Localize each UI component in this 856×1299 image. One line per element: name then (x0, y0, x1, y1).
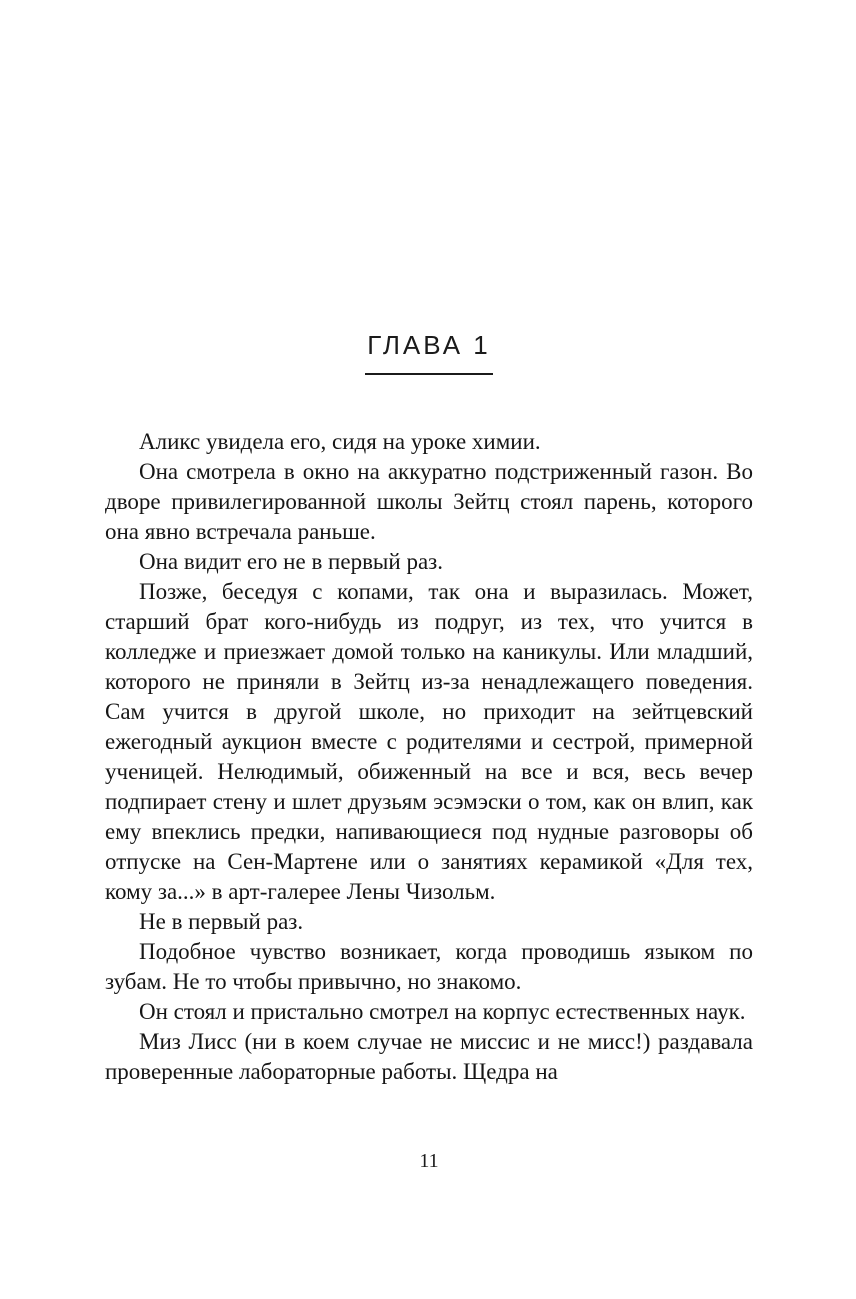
chapter-heading (105, 330, 753, 375)
chapter-title-rule (365, 373, 493, 375)
paragraph: Она видит его не в первый раз. (139, 549, 443, 574)
body-text (105, 427, 753, 1087)
page-number: 11 (419, 1150, 439, 1172)
paragraph: Аликс увидела его, сидя на уроке химии. (139, 429, 541, 454)
paragraph: Она смотрела в окно на аккуратно подстриженный газон. Во дворе привилегированной школы Зейтц стоял парень, которого она явно встречала раньше. (105, 459, 753, 544)
page-content (105, 330, 753, 1087)
paragraph: Он стоял и пристально смотрел на корпус естественных наук. (139, 999, 746, 1024)
paragraph: Не в первый раз. (139, 909, 304, 934)
chapter-title: ГЛАВА 1 (367, 330, 491, 360)
paragraph: Подобное чувство возникает, когда проводишь языком по зубам. Не то чтобы привычно, но знакомо. (105, 939, 753, 994)
paragraph: Позже, беседуя с копами, так она и выразилась. Может, старший брат кого-нибудь из подруг, из тех, что учится в колледже и приезжает домой только на каникулы. Или младший, которого не приняли в Зейтц из-за ненадлежащего поведения. Сам учится в другой школе, но приходит на зейтцевский ежегодный аукцион вместе с родителями и сестрой, примерной ученицей. Нелюдимый, обиженный на все и вся, весь вечер подпирает стену и шлет друзьям эсэмэски о том, как он влип, как ему впеклись предки, напивающиеся под нудные разговоры об отпуске на Сен-Мартене или о занятиях керамикой «Для тех, кому за...» в арт-галерее Лены Чизольм. (105, 579, 753, 904)
paragraph: Миз Лисс (ни в коем случае не миссис и не мисс!) раздавала проверенные лабораторные работы. Щедра на (105, 1029, 753, 1084)
